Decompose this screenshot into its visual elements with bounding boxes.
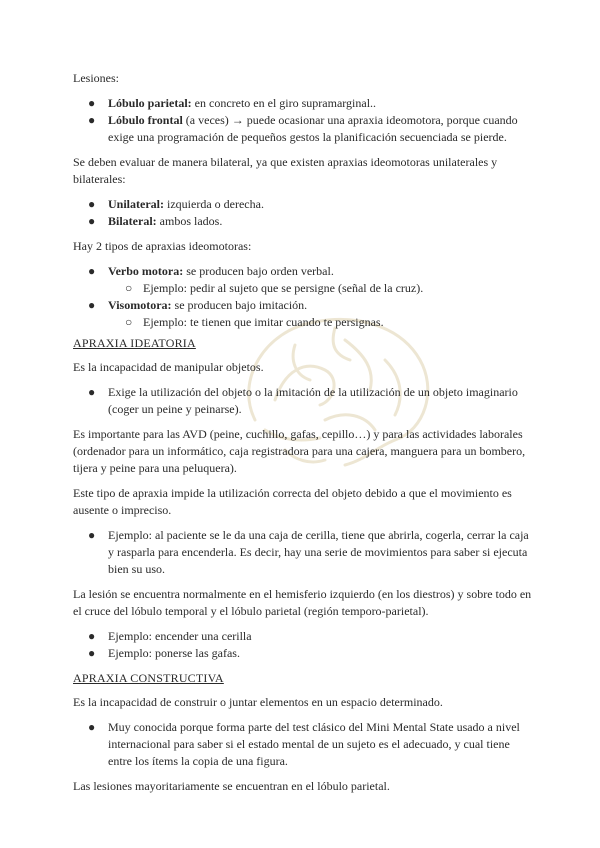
constructiva-definition: Es la incapacidad de construir o juntar elementos en un espacio determinado.: [73, 695, 443, 709]
tipos-intro: Hay 2 tipos de apraxias ideomotoras:: [73, 239, 252, 253]
list-item: ● Lóbulo frontal (a veces) → puede ocasionar una apraxia ideomotora, porque cuando exige una programación de pequeños gestos la planificación secuenciada se pierde.: [88, 113, 518, 144]
sub-list-item: ○ Ejemplo: pedir al sujeto que se persigne (señal de la cruz).: [125, 281, 424, 295]
list-item: ● Bilateral: ambos lados.: [88, 214, 223, 228]
bullet-icon: ●: [88, 720, 96, 734]
lesiones-list: [73, 95, 533, 146]
list-item: ● Unilateral: izquierda o derecha.: [88, 197, 264, 211]
tipos-list: [73, 263, 533, 331]
bullet-icon: ●: [88, 214, 96, 228]
bullet-icon: ●: [88, 646, 96, 660]
ideatoria-list-1: [73, 384, 533, 418]
ideatoria-examples-list: [73, 628, 533, 662]
list-item: ● Exige la utilización del objeto o la imitación de la utilización de un objeto imaginario (coger un peine y peinarse).: [88, 385, 518, 416]
hollow-bullet-icon: ○: [125, 281, 133, 295]
bullet-icon: ●: [88, 197, 96, 211]
bullet-icon: ●: [88, 113, 96, 127]
section-heading-ideatoria: APRAXIA IDEATORIA: [73, 336, 196, 350]
section-heading-constructiva: APRAXIA CONSTRUCTIVA: [73, 671, 224, 685]
constructiva-list: [73, 719, 533, 770]
document-page: [73, 70, 533, 803]
ideatoria-list-2: [73, 527, 533, 578]
bullet-icon: ●: [88, 264, 96, 278]
list-item: ● Ejemplo: ponerse las gafas.: [88, 646, 240, 660]
list-item: ● Verbo motora: se producen bajo orden verbal.: [88, 264, 334, 278]
bilateral-intro: Se deben evaluar de manera bilateral, ya que existen apraxias ideomotoras unilaterales y bilaterales:: [73, 155, 498, 186]
list-item: ● Visomotora: se producen bajo imitación.: [88, 298, 308, 312]
ideatoria-avd-paragraph: Es importante para las AVD (peine, cuchillo, gafas, cepillo…) y para las actividades laborales (ordenador para un informático, caja registradora para una cajera, manguera para un bombero, tijera y peine para una peluquera).: [73, 427, 526, 475]
list-item: ● Lóbulo parietal: en concreto en el giro supramarginal..: [88, 96, 377, 110]
bullet-icon: ●: [88, 629, 96, 643]
bullet-icon: ●: [88, 528, 96, 542]
bullet-icon: ●: [88, 96, 96, 110]
ideatoria-impide-paragraph: Este tipo de apraxia impide la utilización correcta del objeto debido a que el movimiento es ausente o impreciso.: [73, 486, 512, 517]
list-item: ● Ejemplo: al paciente se le da una caja de cerilla, tiene que abrirla, cogerla, cerrar la caja y rasparla para encenderla. Es decir, hay una serie de movimientos para saber si ejecuta bien su uso.: [88, 528, 529, 576]
hollow-bullet-icon: ○: [125, 315, 133, 329]
list-item: ● Ejemplo: encender una cerilla: [88, 629, 252, 643]
ideatoria-definition: Es la incapacidad de manipular objetos.: [73, 360, 264, 374]
bullet-icon: ●: [88, 298, 96, 312]
bilateral-list: [73, 196, 533, 230]
sub-list-item: ○ Ejemplo: te tienen que imitar cuando te persignas.: [125, 315, 384, 329]
ideatoria-lesion-paragraph: La lesión se encuentra normalmente en el hemisferio izquierdo (en los diestros) y sobre todo en el cruce del lóbulo temporal y el lóbulo parietal (región temporo-parietal).: [73, 587, 532, 618]
constructiva-lesiones-paragraph: Las lesiones mayoritariamente se encuentran en el lóbulo parietal.: [73, 779, 390, 793]
bullet-icon: ●: [88, 385, 96, 399]
lesiones-intro: Lesiones:: [73, 71, 119, 85]
list-item: ● Muy conocida porque forma parte del test clásico del Mini Mental State usado a nivel internacional para saber si el estado mental de un sujeto es el adecuado, y cual tiene entre los ítems la copia de una figura.: [88, 720, 520, 768]
